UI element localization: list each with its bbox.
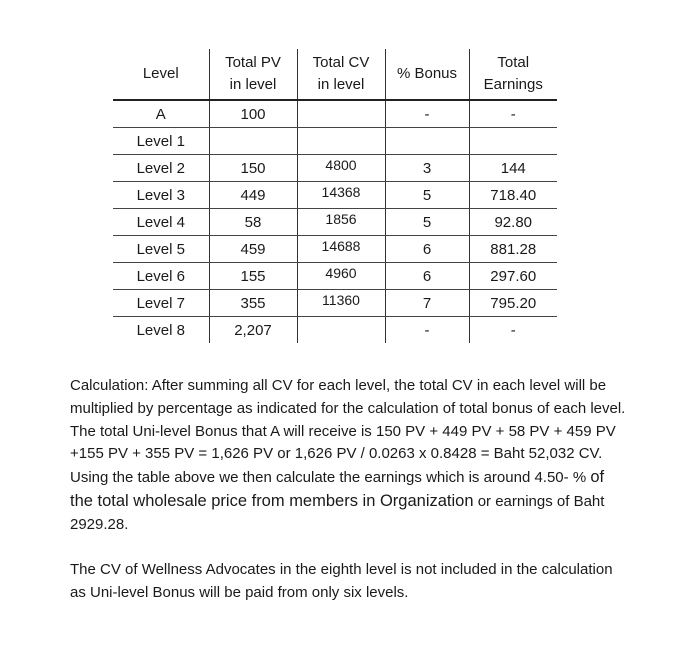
cell-level: A: [113, 100, 209, 128]
cell-cv: [297, 100, 385, 128]
cell-earnings: 144: [469, 155, 557, 182]
header-earnings-line2: Earnings: [483, 76, 543, 93]
cell-cv-value: 11360: [322, 291, 360, 308]
header-total-cv: [297, 49, 385, 100]
table-row: [113, 263, 557, 290]
header-bonus: % Bonus: [385, 49, 469, 100]
cell-bonus: 3: [385, 155, 469, 182]
table-row: [113, 182, 557, 209]
header-level: Level: [113, 49, 209, 100]
cell-cv: [297, 317, 385, 344]
cell-pv: [209, 128, 297, 155]
cell-pv: 155: [209, 263, 297, 290]
cell-bonus: -: [385, 317, 469, 344]
cell-pv: 150: [209, 155, 297, 182]
calculation-paragraph: [70, 375, 630, 537]
cell-bonus: 6: [385, 263, 469, 290]
cell-cv: [297, 290, 385, 317]
cell-level: Level 1: [113, 128, 209, 155]
cell-level: Level 2: [113, 155, 209, 182]
cell-cv-value: 4960: [325, 264, 357, 281]
cell-pv: 449: [209, 182, 297, 209]
header-total-earnings: [469, 49, 557, 100]
cell-earnings: -: [469, 317, 557, 344]
cell-bonus: 5: [385, 182, 469, 209]
cell-earnings: -: [469, 100, 557, 128]
cell-bonus: 6: [385, 236, 469, 263]
cell-bonus: 5: [385, 209, 469, 236]
cell-bonus: 7: [385, 290, 469, 317]
cell-cv-value: 14368: [321, 183, 361, 200]
cell-cv: [297, 128, 385, 155]
cell-cv: [297, 236, 385, 263]
cell-pv: 2,207: [209, 317, 297, 344]
cell-earnings: 881.28: [469, 236, 557, 263]
cell-pv: 459: [209, 236, 297, 263]
table-row: [113, 155, 557, 182]
cell-level: Level 7: [113, 290, 209, 317]
cell-pv: 58: [209, 209, 297, 236]
cell-cv-value: 1856: [325, 210, 357, 227]
cell-pv: 100: [209, 100, 297, 128]
table-row: [113, 100, 557, 128]
note-paragraph: The CV of Wellness Advocates in the eighth level is not included in the calculation as Uni-level Bonus will be paid from only six levels.: [70, 561, 613, 601]
calculation-text-part2: of the total wholesale price from members in Organization: [70, 468, 605, 510]
cell-earnings: 718.40: [469, 182, 557, 209]
unilevel-bonus-table: [113, 49, 557, 343]
cell-cv: [297, 209, 385, 236]
cell-cv: [297, 155, 385, 182]
cell-level: Level 6: [113, 263, 209, 290]
cell-level: Level 4: [113, 209, 209, 236]
calculation-text-part3: or earnings of Baht 2929.28.: [70, 492, 605, 533]
cell-earnings: [469, 128, 557, 155]
header-earnings-line1: Total: [497, 54, 530, 71]
cell-cv-value: 4800: [325, 156, 357, 173]
header-total-cv-line1: Total CV: [312, 54, 370, 71]
cell-cv: [297, 182, 385, 209]
header-total-pv-line2: in level: [229, 76, 277, 93]
cell-level: Level 5: [113, 236, 209, 263]
header-total-cv-line2: in level: [317, 76, 365, 93]
cell-cv: [297, 263, 385, 290]
header-total-pv-line1: Total PV: [225, 54, 281, 71]
header-total-pv: [209, 49, 297, 100]
table-row: [113, 209, 557, 236]
table-row: [113, 290, 557, 317]
cell-bonus: -: [385, 100, 469, 128]
cell-earnings: 92.80: [469, 209, 557, 236]
table-row: [113, 128, 557, 155]
cell-earnings: 297.60: [469, 263, 557, 290]
cell-level: Level 8: [136, 321, 185, 339]
cell-cv-value: 14688: [321, 237, 361, 254]
cell-earnings: 795.20: [469, 290, 557, 317]
cell-level: Level 3: [113, 182, 209, 209]
cell-bonus: [385, 128, 469, 155]
table-row: [113, 236, 557, 263]
cell-pv: 355: [209, 290, 297, 317]
table-row: [113, 317, 557, 344]
table-header-row: [113, 49, 557, 100]
calculation-text-part1: Calculation: After summing all CV for each level, the total CV in each level will be multiplied by percentage as indicated for the calculation of total bonus of each level. The total Uni-level Bonus that A will receive is 150 PV + 449 PV + 58 PV + 459 PV +155 PV + 355 PV = 1,626 PV or 1,626 PV / 0.0263 x 0.8428 = Baht 52,032 CV. Using the table above we then calculate the earnings which is around 4.50- %: [70, 377, 626, 487]
